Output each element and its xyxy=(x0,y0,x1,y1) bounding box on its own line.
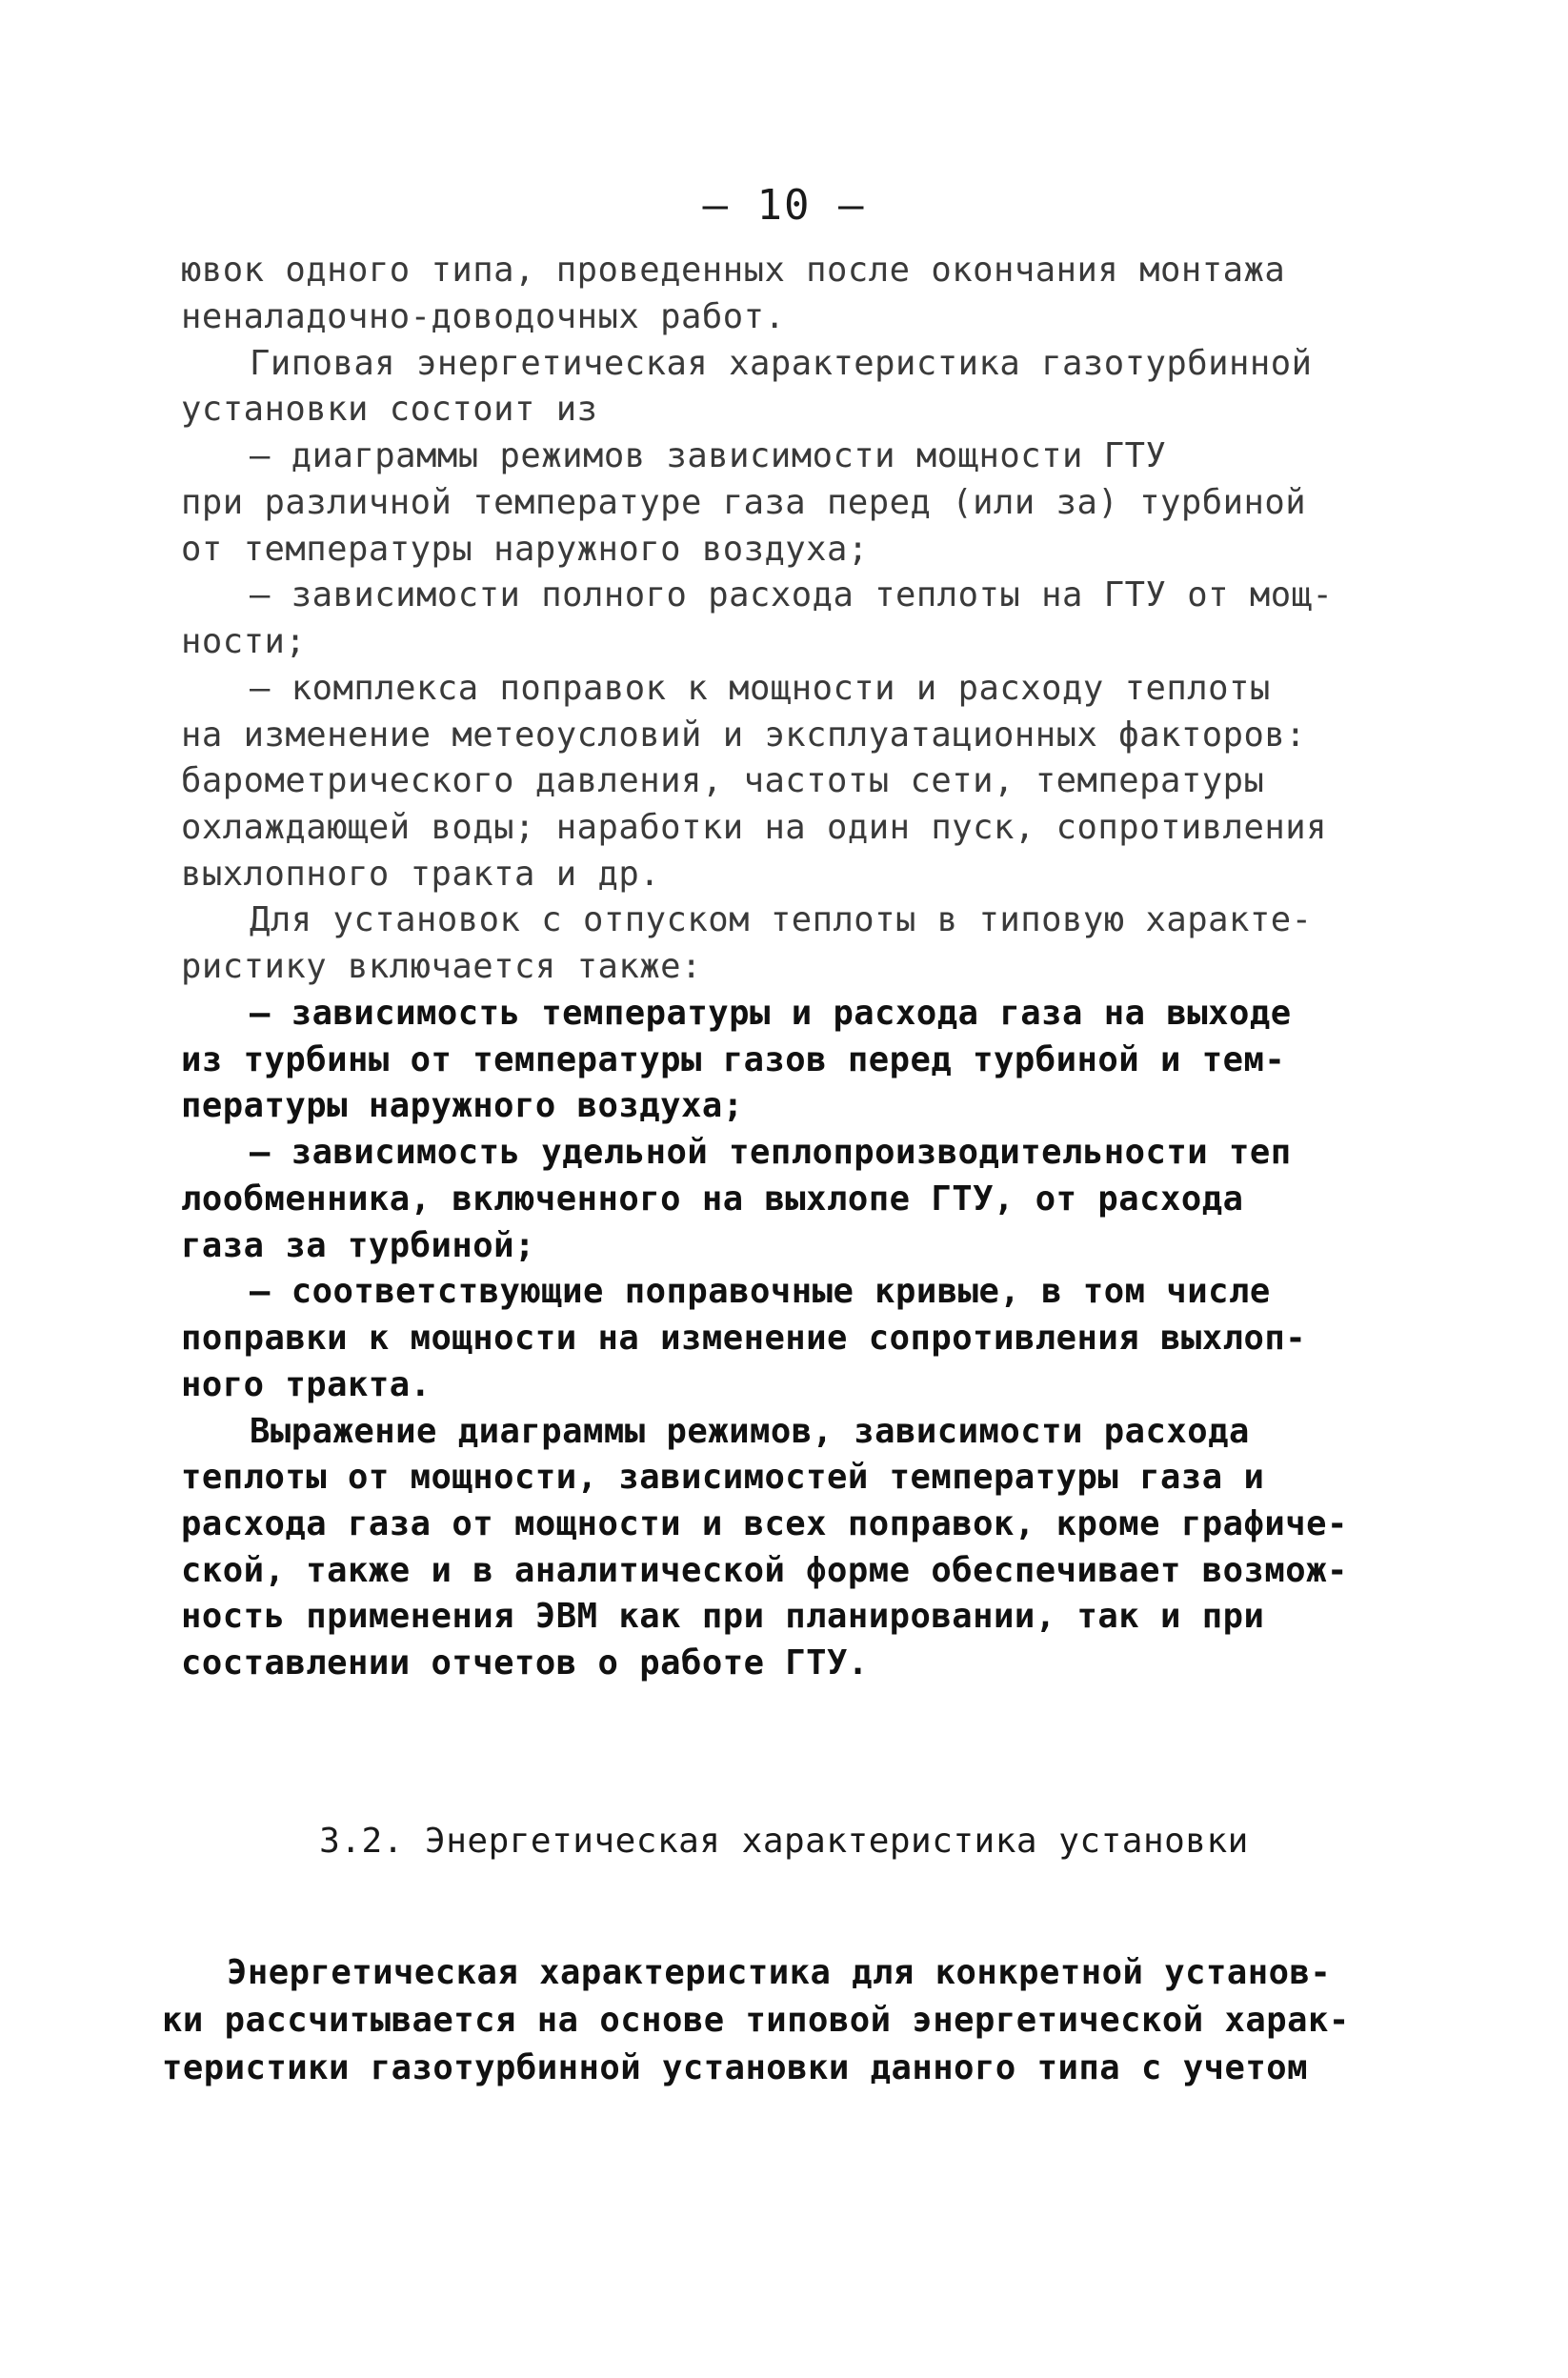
body-line-22: газа за турбиной; xyxy=(181,1226,535,1265)
section-line-1: Энергетическая характеристика для конкретной установ- xyxy=(227,1953,1332,1992)
body-line-14: выхлопного тракта и др. xyxy=(181,855,661,894)
body-line-30: ность применения ЭВМ как при планировании, так и при xyxy=(181,1597,1265,1636)
body-line-10: – комплекса поправок к мощности и расходу теплоты xyxy=(250,669,1271,708)
body-line-17: – зависимость температуры и расхода газа на выходе xyxy=(250,994,1292,1033)
body-line-15: Для установок с отпуском теплоты в типовую характе- xyxy=(250,900,1313,939)
body-line-27: теплоты от мощности, зависимостей температуры газа и xyxy=(181,1458,1265,1497)
body-line-13: охлаждающей воды; наработки на один пуск, сопротивления xyxy=(181,808,1328,847)
body-line-31: составлении отчетов о работе ГТУ. xyxy=(181,1643,869,1683)
body-line-28: расхода газа от мощности и всех поправок, кроме графиче- xyxy=(181,1504,1348,1543)
body-line-18: из турбины от температуры газов перед турбиной и тем- xyxy=(181,1040,1286,1079)
page-number: – 10 – xyxy=(702,181,866,230)
body-line-5: – диаграммы режимов зависимости мощности ГТУ xyxy=(250,436,1167,475)
body-line-20: – зависимость удельной теплопроизводительности теп xyxy=(250,1133,1292,1172)
body-line-6: при различной температуре газа перед (или за) турбиной xyxy=(181,483,1307,522)
body-line-3: Гиповая энергетическая характеристика газотурбинной xyxy=(250,344,1313,383)
body-line-16: ристику включается также: xyxy=(181,947,702,986)
body-line-1: ювок одного типа, проведенных после окончания монтажа xyxy=(181,251,1286,290)
body-line-19: пературы наружного воздуха; xyxy=(181,1086,744,1125)
section-line-2: ки рассчитывается на основе типовой энергетической харак- xyxy=(162,2001,1350,2040)
body-line-24: поправки к мощности на изменение сопротивления выхлоп- xyxy=(181,1319,1307,1358)
body-line-21: лообменника, включенного на выхлопе ГТУ, от расхода xyxy=(181,1179,1244,1219)
body-line-25: ного тракта. xyxy=(181,1365,432,1404)
body-line-4: установки состоит из xyxy=(181,390,598,429)
body-line-9: ности; xyxy=(181,622,307,661)
body-line-11: на изменение метеоусловий и эксплуатационных факторов: xyxy=(181,715,1307,755)
body-line-2: неналадочно-доводочных работ. xyxy=(181,297,786,336)
section-line-3: теристики газотурбинной установки данного типа с учетом xyxy=(162,2048,1309,2087)
section-heading: 3.2. Энергетическая характеристика установки xyxy=(319,1822,1249,1861)
body-line-23: – соответствующие поправочные кривые, в том числе xyxy=(250,1272,1271,1311)
body-line-8: – зависимости полного расхода теплоты на ГТУ от мощ- xyxy=(250,575,1334,615)
body-line-12: барометрического давления, частоты сети, температуры xyxy=(181,761,1265,800)
body-line-29: ской, также и в аналитической форме обеспечивает возмож- xyxy=(181,1551,1348,1590)
body-line-26: Выражение диаграммы режимов, зависимости расхода xyxy=(250,1412,1250,1451)
body-line-7: от температуры наружного воздуха; xyxy=(181,530,869,569)
